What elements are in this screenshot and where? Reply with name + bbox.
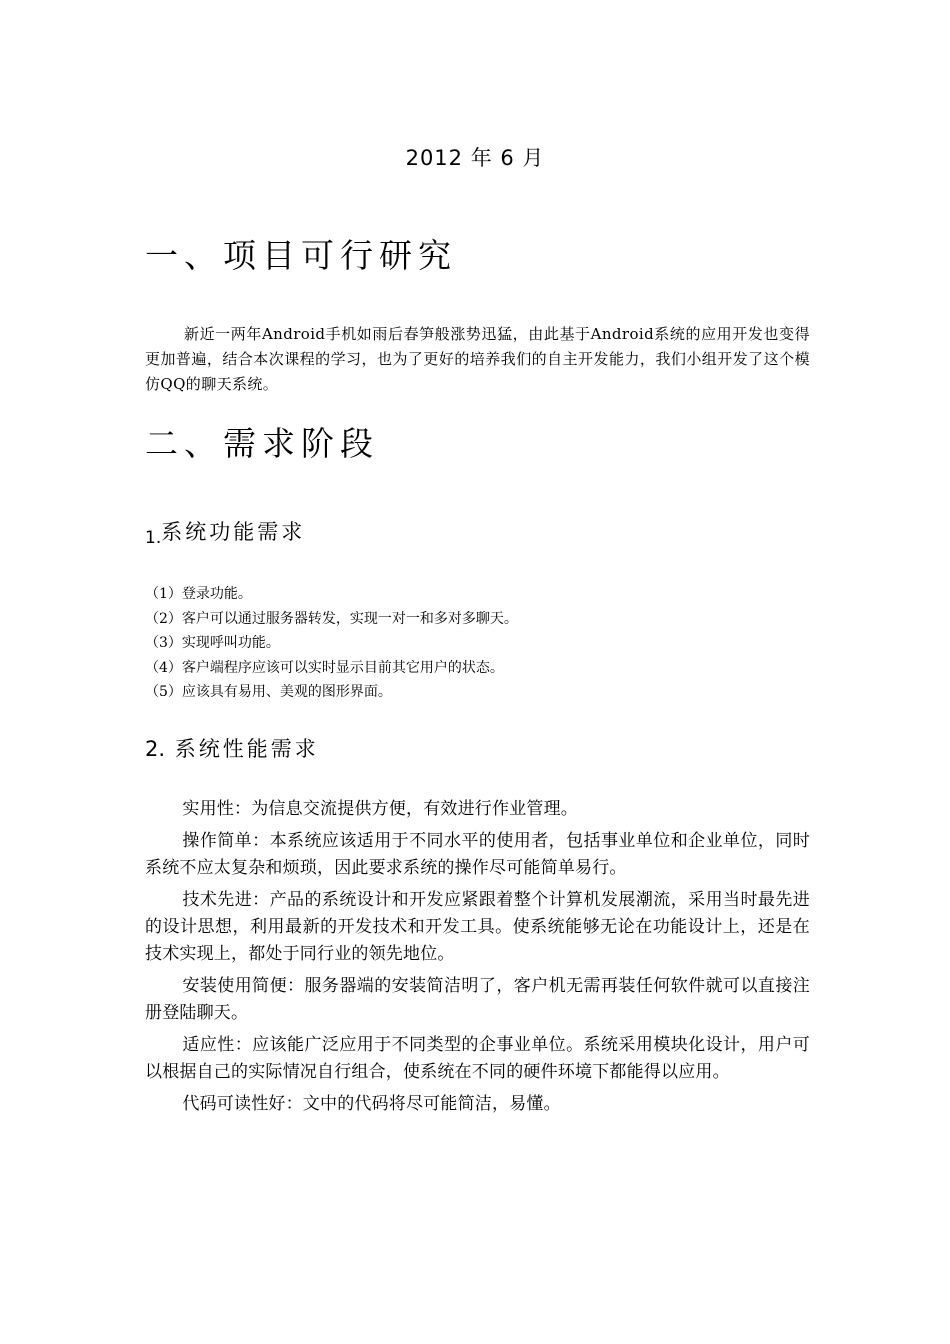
performance-paragraph: 操作简单：本系统应该适用于不同水平的使用者，包括事业单位和企业单位，同时系统不应太复杂和烦琐，因此要求系统的操作尽可能简单易行。 [145, 831, 810, 878]
subsection1-heading [145, 516, 305, 546]
function-requirements-list [145, 582, 810, 705]
performance-paragraph: 实用性：为信息交流提供方便，有效进行作业管理。 [182, 799, 578, 819]
list-item: （5）应该具有易用、美观的图形界面。 [145, 684, 392, 700]
section1-paragraph: 新近一两年Android手机如雨后春笋般涨势迅猛，由此基于Android系统的应用开发也变得更加普遍，结合本次课程的学习，也为了更好的培养我们的自主开发能力，我们小组开发了这个模仿QQ的聊天系统。 [145, 325, 810, 393]
performance-requirements [145, 796, 810, 1123]
section2-heading: 二、需求阶段 [145, 424, 379, 463]
document-date: 2012 年 6 月 [405, 146, 545, 170]
subsection2-title: 系统性能需求 [174, 737, 319, 761]
list-item: （4）客户端程序应该可以实时显示目前其它用户的状态。 [145, 659, 504, 676]
subsection1-number: 1. [145, 528, 162, 548]
subsection2-number: 2. [145, 737, 166, 761]
section1-heading: 一、项目可行研究 [145, 236, 457, 275]
subsection1-title: 系统功能需求 [161, 520, 306, 544]
performance-paragraph: 安装使用简便：服务器端的安装简洁明了，客户机无需再装任何软件就可以直接注册登陆聊天。 [145, 976, 810, 1023]
performance-paragraph: 代码可读性好：文中的代码将尽可能简洁，易懂。 [182, 1094, 561, 1114]
list-item: （2）客户可以通过服务器转发，实现一对一和多对多聊天。 [145, 610, 518, 627]
list-item: （1）登录功能。 [145, 586, 252, 602]
subsection2-heading [145, 733, 319, 763]
list-item: （3）实现呼叫功能。 [145, 635, 280, 651]
performance-paragraph: 适应性：应该能广泛应用于不同类型的企事业单位。系统采用模块化设计，用户可以根据自己的实际情况自行组合，使系统在不同的硬件环境下都能得以应用。 [145, 1035, 810, 1082]
performance-paragraph: 技术先进：产品的系统设计和开发应紧跟着整个计算机发展潮流，采用当时最先进的设计思想，利用最新的开发技术和开发工具。使系统能够无论在功能设计上，还是在技术实现上，都处于同行业的领先地位。 [145, 890, 810, 964]
